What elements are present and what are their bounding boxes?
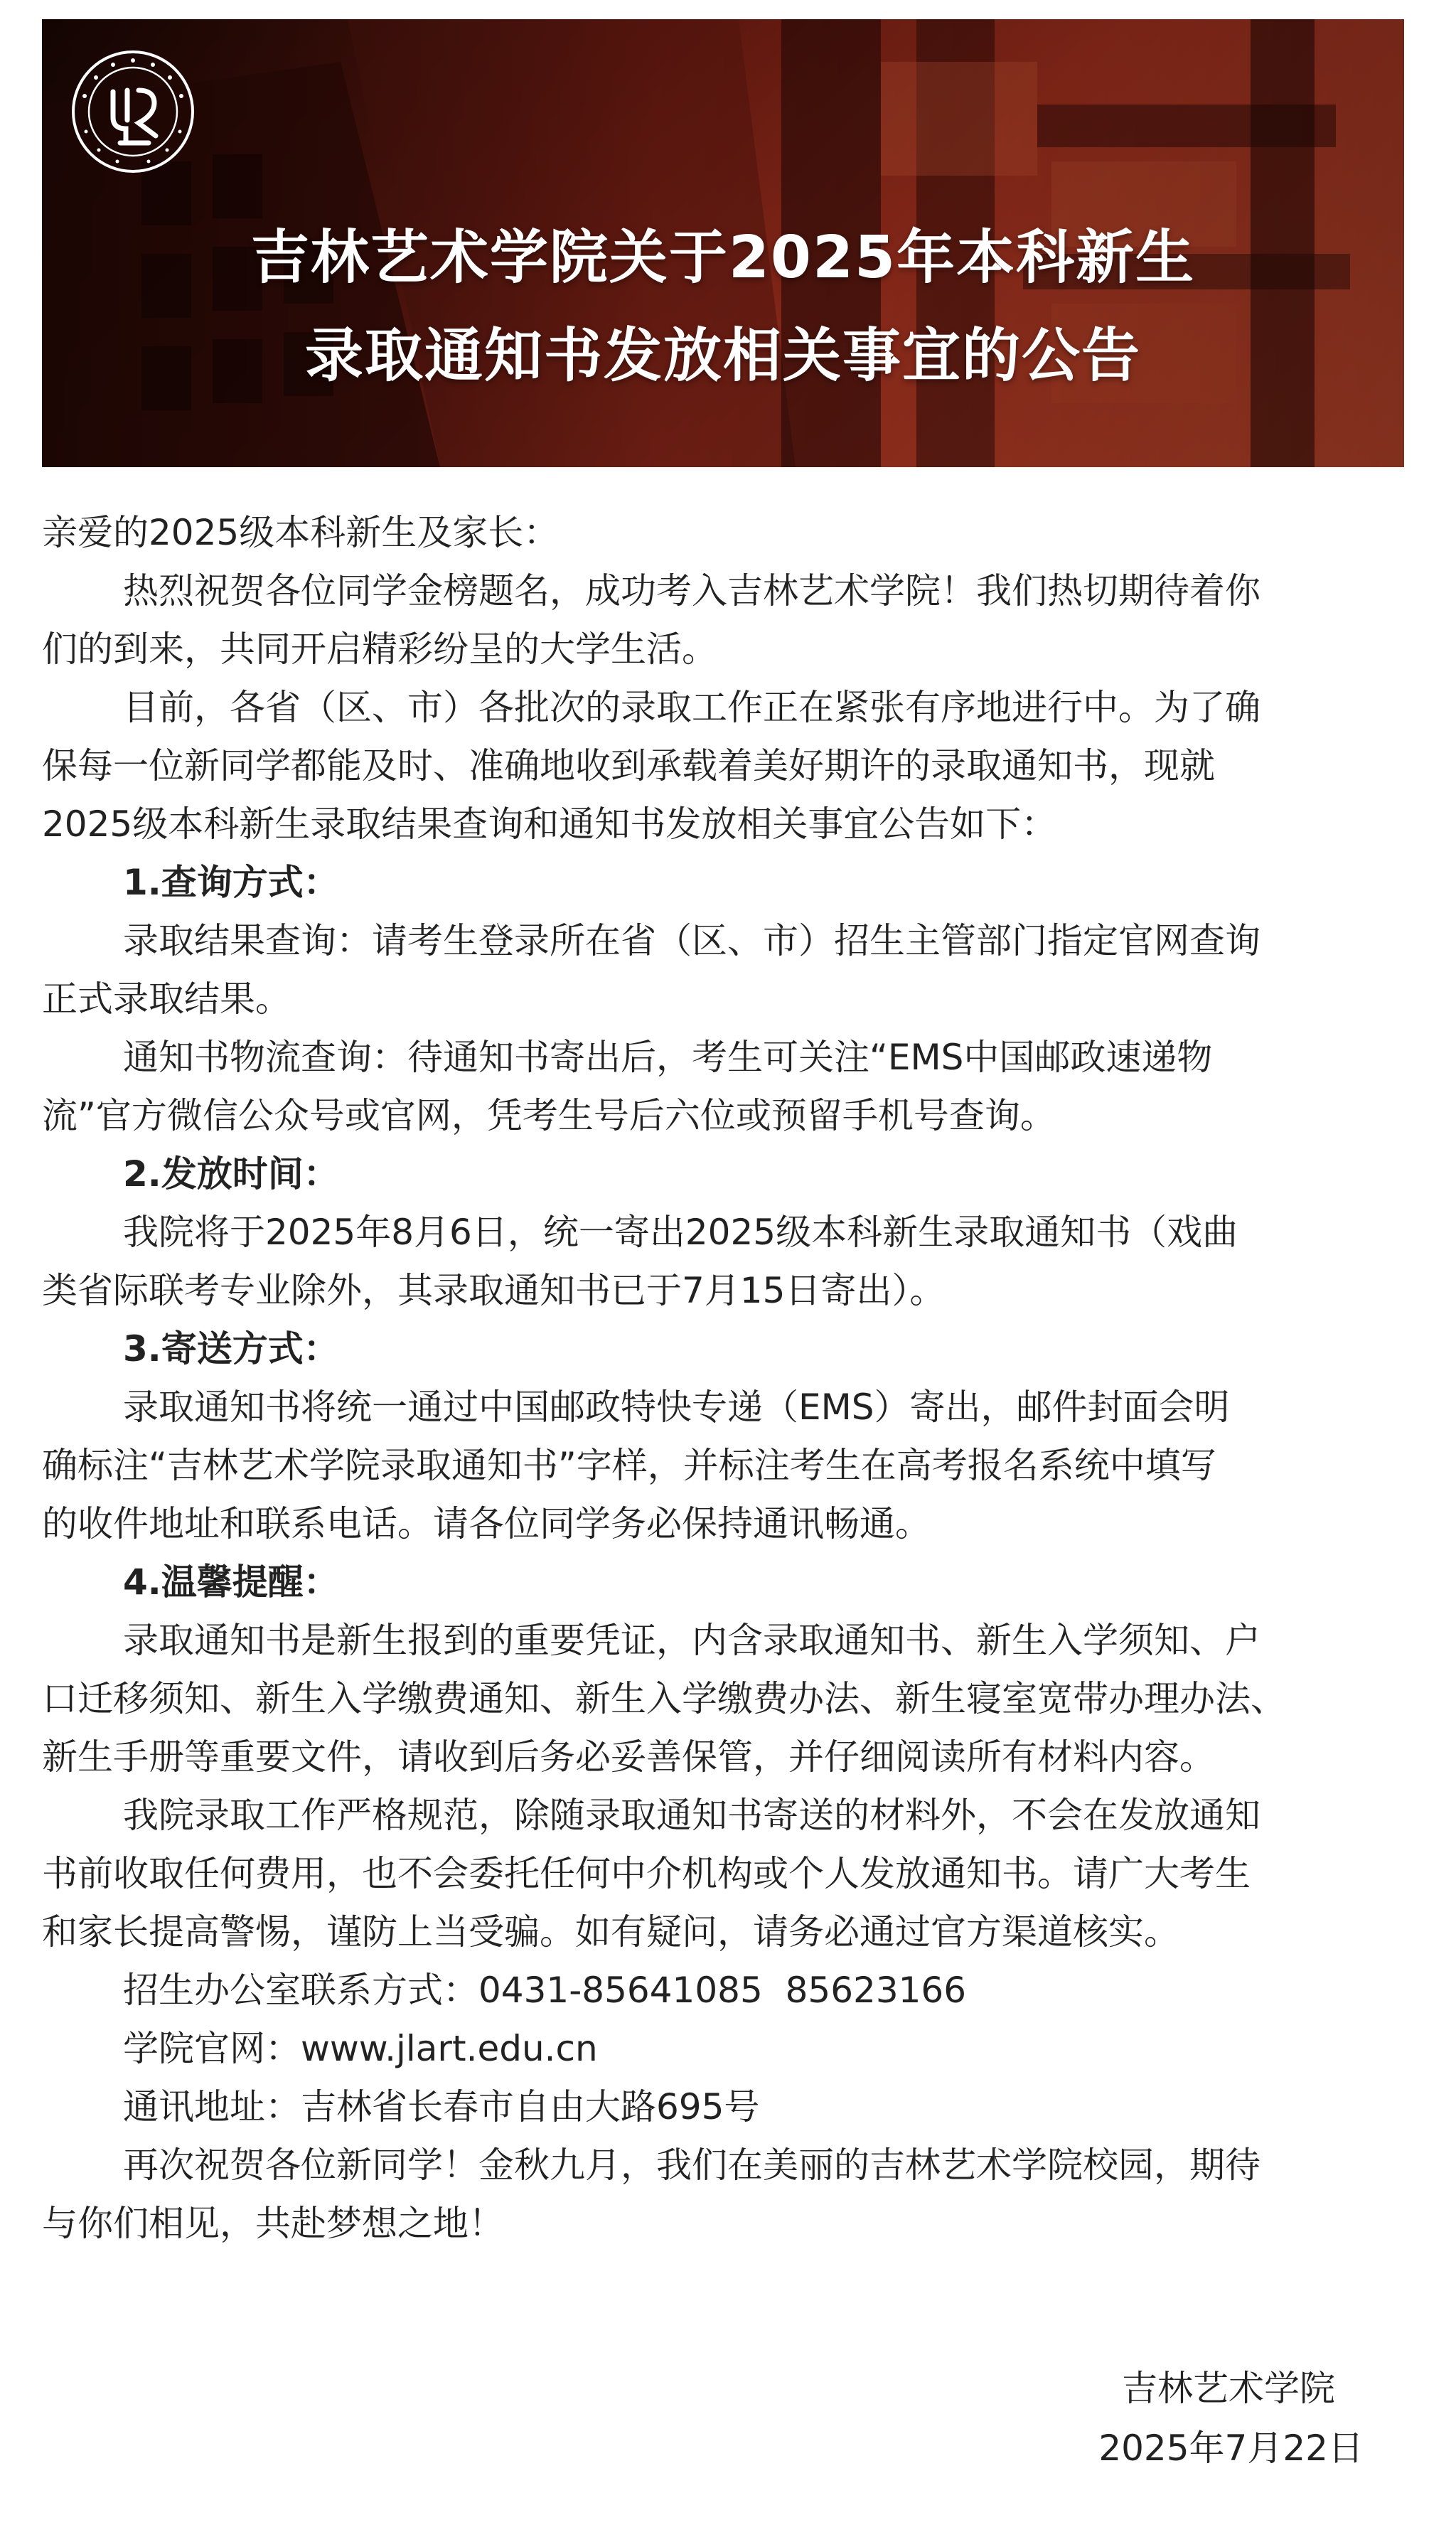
greeting: 亲爱的2025级本科新生及家长： [42,512,560,553]
announcement-title-line2: 录取通知书发放相关事宜的公告 [304,322,1141,390]
announcement-body [42,503,1404,2253]
announcement-title-line1: 吉林艺术学院关于2025年本科新生 [250,224,1196,292]
paragraph-congratulation-line1: 热烈祝贺各位同学金榜题名，成功考入吉林艺术学院！我们热切期待着你 [123,570,1260,612]
closing-line2: 与你们相见，共赴梦想之地！ [42,2203,504,2244]
delivery-line3: 的收件地址和联系电话。请各位同学务必保持通讯畅通。 [42,1503,931,1544]
contact-website: 学院官网：www.jlart.edu.cn [123,2028,598,2069]
time-line1: 我院将于2025年8月6日，统一寄出2025级本科新生录取通知书（戏曲 [123,1212,1238,1253]
warning-line1: 我院录取工作严格规范，除随录取通知书寄送的材料外，不会在发放通知 [123,1795,1260,1836]
header-banner [42,19,1404,467]
contact-phone: 招生办公室联系方式：0431-85641085 85623166 [123,1970,967,2011]
paragraph-intro-line2: 保每一位新同学都能及时、准确地收到承载着美好期许的录取通知书，现就 [42,745,1215,786]
reminder-line3: 新生手册等重要文件，请收到后务必妥善保管，并仔细阅读所有材料内容。 [42,1736,1215,1778]
reminder-line1: 录取通知书是新生报到的重要凭证，内含录取通知书、新生入学须知、户 [123,1620,1260,1661]
section-heading-reminder: 4.温馨提醒： [123,1561,339,1603]
delivery-line2: 确标注“吉林艺术学院录取通知书”字样，并标注考生在高考报名系统中填写 [42,1445,1216,1486]
section-heading-time: 2.发放时间： [123,1153,339,1195]
query-logistics-line1: 通知书物流查询：待通知书寄出后，考生可关注“EMS中国邮政速递物 [123,1037,1213,1078]
paragraph-congratulation-line2: 们的到来，共同开启精彩纷呈的大学生活。 [42,629,717,670]
reminder-line2: 口迁移须知、新生入学缴费通知、新生入学缴费办法、新生寝室宽带办理办法、 [42,1678,1286,1719]
paragraph-intro-line1: 目前，各省（区、市）各批次的录取工作正在紧张有序地进行中。为了确 [123,687,1260,728]
query-result-line1: 录取结果查询：请考生登录所在省（区、市）招生主管部门指定官网查询 [123,920,1260,961]
contact-address: 通讯地址：吉林省长春市自由大路695号 [123,2086,760,2127]
closing-line1: 再次祝贺各位新同学！金秋九月，我们在美丽的吉林艺术学院校园，期待 [123,2145,1260,2186]
delivery-line1: 录取通知书将统一通过中国邮政特快专递（EMS）寄出，邮件封面会明 [123,1387,1230,1428]
section-heading-query: 1.查询方式： [123,862,339,903]
warning-line3: 和家长提高警惕，谨防上当受骗。如有疑问，请务必通过官方渠道核实。 [42,1911,1179,1953]
warning-line2: 书前收取任何费用，也不会委托任何中介机构或个人发放通知书。请广大考生 [42,1853,1251,1894]
query-logistics-line2: 流”官方微信公众号或官网，凭考生号后六位或预留手机号查询。 [42,1095,1056,1136]
university-seal-icon [70,49,196,174]
paragraph-intro-line3: 2025级本科新生录取结果查询和通知书发放相关事宜公告如下： [42,803,1057,845]
query-result-line2: 正式录取结果。 [42,978,291,1020]
signature-date: 2025年7月22日 [1098,2428,1364,2469]
time-line2: 类省际联考专业除外，其录取通知书已于7月15日寄出）。 [42,1270,946,1311]
signature-organization: 吉林艺术学院 [1122,2368,1335,2409]
section-heading-delivery: 3.寄送方式： [123,1328,339,1369]
